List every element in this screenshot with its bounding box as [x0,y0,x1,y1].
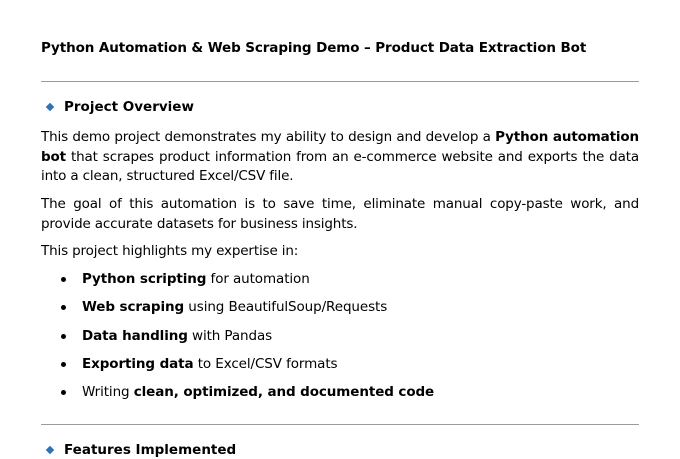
paragraph-text: that scrapes product information from an e-commerce website and exports the data into a clean, structured Excel/CSV file. [41,148,639,184]
document-title: Python Automation & Web Scraping Demo – Product Data Extraction Bot [41,40,587,56]
list-item: Exporting data to Excel/CSV formats [61,355,434,383]
diamond-bullet-icon [46,103,54,111]
list-item: Writing clean, optimized, and documented code [61,383,434,411]
expertise-intro-paragraph: This project highlights my expertise in: [41,243,299,259]
section-heading-text: Features Implemented [64,442,237,458]
goal-paragraph: The goal of this automation is to save time, eliminate manual copy-paste work, and provide accurate datasets for business insights. [41,196,639,232]
list-item: Python scripting for automation [61,270,434,298]
expertise-list [61,270,434,411]
section-heading-project-overview [47,99,194,115]
paragraph-bold-text: Python automation bot [41,129,639,165]
paragraph-text: This demo project demonstrates my ability to design and develop a [41,129,496,145]
diamond-bullet-icon [46,446,54,454]
section-divider [41,424,639,425]
list-item: Data handling with Pandas [61,327,434,355]
list-item: Web scraping using BeautifulSoup/Requests [61,298,434,326]
overview-paragraph [41,128,639,187]
section-heading-text: Project Overview [64,99,194,115]
section-heading-features-implemented [47,442,236,458]
section-divider [41,81,639,82]
